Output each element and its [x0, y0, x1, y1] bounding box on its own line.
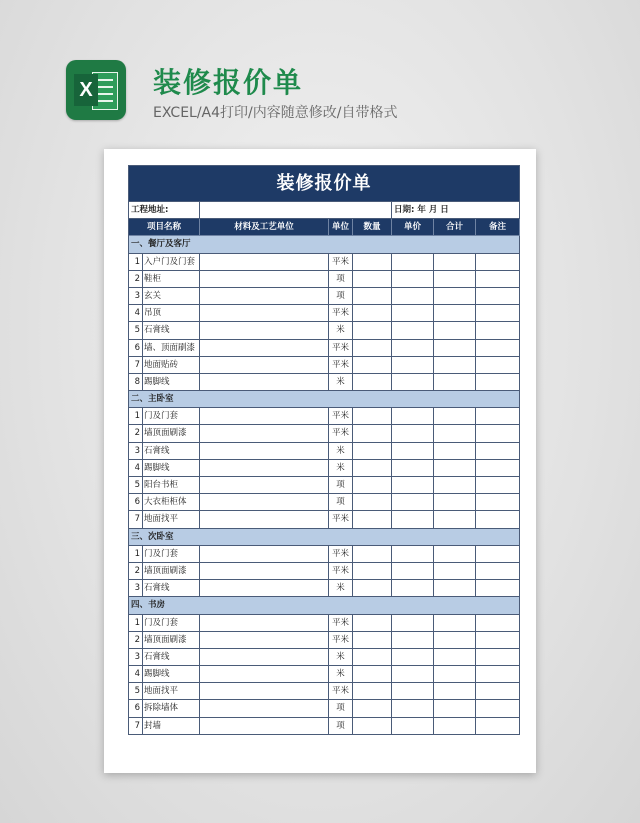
note-cell[interactable] — [476, 357, 520, 374]
item-name: 鞋柜 — [143, 271, 200, 288]
item-name: 地面贴砖 — [143, 357, 200, 374]
note-cell[interactable] — [476, 718, 520, 735]
item-name: 大衣柜柜体 — [143, 494, 200, 511]
note-cell[interactable] — [476, 271, 520, 288]
material-cell[interactable] — [200, 288, 329, 305]
qty-cell[interactable] — [353, 254, 392, 271]
table-row — [129, 288, 520, 305]
item-name: 入户门及门套 — [143, 254, 200, 271]
total-cell[interactable] — [434, 322, 476, 339]
page-subtitle: EXCEL/A4打印/内容随意修改/自带格式 — [153, 105, 398, 121]
unit-cell: 平米 — [329, 615, 353, 632]
price-cell[interactable] — [392, 615, 434, 632]
qty-cell[interactable] — [353, 563, 392, 580]
total-cell[interactable] — [434, 288, 476, 305]
material-cell[interactable] — [200, 494, 329, 511]
material-cell[interactable] — [200, 718, 329, 735]
total-cell[interactable] — [434, 615, 476, 632]
note-cell[interactable] — [476, 305, 520, 322]
col-note: 备注 — [476, 219, 520, 236]
total-cell[interactable] — [434, 425, 476, 442]
unit-cell: 项 — [329, 718, 353, 735]
unit-cell: 平米 — [329, 511, 353, 528]
unit-cell: 平米 — [329, 357, 353, 374]
item-name: 石膏线 — [143, 443, 200, 460]
total-cell[interactable] — [434, 511, 476, 528]
unit-cell: 米 — [329, 666, 353, 683]
price-cell[interactable] — [392, 408, 434, 425]
total-cell[interactable] — [434, 718, 476, 735]
price-cell[interactable] — [392, 700, 434, 717]
item-name: 门及门套 — [143, 546, 200, 563]
price-cell[interactable] — [392, 632, 434, 649]
material-cell[interactable] — [200, 305, 329, 322]
material-cell[interactable] — [200, 477, 329, 494]
note-cell[interactable] — [476, 425, 520, 442]
price-cell[interactable] — [392, 425, 434, 442]
item-name: 吊顶 — [143, 305, 200, 322]
col-item: 项目名称 — [129, 219, 200, 236]
material-cell[interactable] — [200, 322, 329, 339]
item-name: 玄关 — [143, 288, 200, 305]
table-row — [129, 425, 520, 442]
material-cell[interactable] — [200, 649, 329, 666]
total-cell[interactable] — [434, 580, 476, 597]
material-cell[interactable] — [200, 271, 329, 288]
table-row — [129, 408, 520, 425]
date-label: 日期: 年 月 日 — [392, 202, 520, 219]
unit-cell: 项 — [329, 494, 353, 511]
total-cell[interactable] — [434, 649, 476, 666]
price-cell[interactable] — [392, 666, 434, 683]
qty-cell[interactable] — [353, 494, 392, 511]
note-cell[interactable] — [476, 288, 520, 305]
row-number: 5 — [129, 322, 143, 339]
qty-cell[interactable] — [353, 357, 392, 374]
table-row — [129, 563, 520, 580]
note-cell[interactable] — [476, 563, 520, 580]
item-name: 拆除墙体 — [143, 700, 200, 717]
note-cell[interactable] — [476, 580, 520, 597]
material-cell[interactable] — [200, 357, 329, 374]
row-number: 8 — [129, 374, 143, 391]
total-cell[interactable] — [434, 460, 476, 477]
table-row — [129, 700, 520, 717]
item-name: 墙顶面刷漆 — [143, 563, 200, 580]
total-cell[interactable] — [434, 546, 476, 563]
note-cell[interactable] — [476, 374, 520, 391]
row-number: 5 — [129, 477, 143, 494]
row-number: 3 — [129, 580, 143, 597]
table-row — [129, 580, 520, 597]
item-name: 石膏线 — [143, 580, 200, 597]
qty-cell[interactable] — [353, 408, 392, 425]
qty-cell[interactable] — [353, 511, 392, 528]
material-cell[interactable] — [200, 683, 329, 700]
table-row — [129, 511, 520, 528]
price-cell[interactable] — [392, 271, 434, 288]
qty-cell[interactable] — [353, 271, 392, 288]
note-cell[interactable] — [476, 615, 520, 632]
item-name: 墙顶面刷漆 — [143, 425, 200, 442]
material-cell[interactable] — [200, 700, 329, 717]
row-number: 3 — [129, 288, 143, 305]
note-cell[interactable] — [476, 322, 520, 339]
row-number: 6 — [129, 700, 143, 717]
unit-cell: 米 — [329, 443, 353, 460]
unit-cell: 项 — [329, 271, 353, 288]
qty-cell[interactable] — [353, 425, 392, 442]
item-name: 地面找平 — [143, 511, 200, 528]
qty-cell[interactable] — [353, 322, 392, 339]
total-cell[interactable] — [434, 271, 476, 288]
row-number: 7 — [129, 511, 143, 528]
unit-cell: 平米 — [329, 254, 353, 271]
note-cell[interactable] — [476, 460, 520, 477]
row-number: 3 — [129, 443, 143, 460]
note-cell[interactable] — [476, 443, 520, 460]
qty-cell[interactable] — [353, 718, 392, 735]
material-cell[interactable] — [200, 408, 329, 425]
unit-cell: 平米 — [329, 563, 353, 580]
unit-cell: 平米 — [329, 632, 353, 649]
row-number: 2 — [129, 563, 143, 580]
qty-cell[interactable] — [353, 443, 392, 460]
table-row — [129, 666, 520, 683]
section-header-row — [129, 236, 520, 253]
section-header-row — [129, 391, 520, 408]
unit-cell: 米 — [329, 460, 353, 477]
table-row — [129, 649, 520, 666]
col-qty: 数量 — [353, 219, 392, 236]
column-header-row — [129, 219, 520, 236]
unit-cell: 米 — [329, 649, 353, 666]
table-row — [129, 460, 520, 477]
note-cell[interactable] — [476, 546, 520, 563]
material-cell[interactable] — [200, 666, 329, 683]
qty-cell[interactable] — [353, 649, 392, 666]
page-title: 装修报价单 — [153, 66, 304, 99]
address-value[interactable] — [200, 202, 392, 219]
total-cell[interactable] — [434, 700, 476, 717]
row-number: 5 — [129, 683, 143, 700]
note-cell[interactable] — [476, 649, 520, 666]
row-number: 2 — [129, 271, 143, 288]
table-row — [129, 340, 520, 357]
note-cell[interactable] — [476, 340, 520, 357]
table-row — [129, 615, 520, 632]
material-cell[interactable] — [200, 443, 329, 460]
qty-cell[interactable] — [353, 374, 392, 391]
price-cell[interactable] — [392, 563, 434, 580]
col-price: 单价 — [392, 219, 434, 236]
item-name: 门及门套 — [143, 408, 200, 425]
price-cell[interactable] — [392, 254, 434, 271]
material-cell[interactable] — [200, 546, 329, 563]
total-cell[interactable] — [434, 340, 476, 357]
note-cell[interactable] — [476, 511, 520, 528]
unit-cell: 平米 — [329, 546, 353, 563]
table-row — [129, 546, 520, 563]
price-cell[interactable] — [392, 340, 434, 357]
document-paper — [104, 149, 536, 773]
table-row — [129, 254, 520, 271]
total-cell[interactable] — [434, 494, 476, 511]
total-cell[interactable] — [434, 254, 476, 271]
unit-cell: 平米 — [329, 408, 353, 425]
total-cell[interactable] — [434, 683, 476, 700]
row-number: 3 — [129, 649, 143, 666]
unit-cell: 米 — [329, 580, 353, 597]
qty-cell[interactable] — [353, 305, 392, 322]
item-name: 封墙 — [143, 718, 200, 735]
unit-cell: 平米 — [329, 425, 353, 442]
note-cell[interactable] — [476, 666, 520, 683]
qty-cell[interactable] — [353, 340, 392, 357]
price-cell[interactable] — [392, 477, 434, 494]
note-cell[interactable] — [476, 632, 520, 649]
row-number: 1 — [129, 408, 143, 425]
price-cell[interactable] — [392, 580, 434, 597]
total-cell[interactable] — [434, 408, 476, 425]
table-row — [129, 305, 520, 322]
price-cell[interactable] — [392, 443, 434, 460]
row-number: 4 — [129, 666, 143, 683]
quote-table — [128, 165, 520, 735]
item-name: 门及门套 — [143, 615, 200, 632]
table-row — [129, 718, 520, 735]
row-number: 1 — [129, 615, 143, 632]
table-row — [129, 443, 520, 460]
section-header-row — [129, 597, 520, 614]
table-row — [129, 271, 520, 288]
total-cell[interactable] — [434, 477, 476, 494]
total-cell[interactable] — [434, 632, 476, 649]
section-title: 四、书房 — [129, 597, 520, 614]
note-cell[interactable] — [476, 683, 520, 700]
qty-cell[interactable] — [353, 683, 392, 700]
table-row — [129, 322, 520, 339]
material-cell[interactable] — [200, 460, 329, 477]
material-cell[interactable] — [200, 563, 329, 580]
table-row — [129, 683, 520, 700]
row-number: 4 — [129, 305, 143, 322]
item-name: 地面找平 — [143, 683, 200, 700]
address-label: 工程地址: — [129, 202, 200, 219]
row-number: 6 — [129, 494, 143, 511]
section-title: 一、餐厅及客厅 — [129, 236, 520, 253]
note-cell[interactable] — [476, 700, 520, 717]
section-title: 三、次卧室 — [129, 529, 520, 546]
qty-cell[interactable] — [353, 700, 392, 717]
price-cell[interactable] — [392, 288, 434, 305]
material-cell[interactable] — [200, 615, 329, 632]
note-cell[interactable] — [476, 408, 520, 425]
item-name: 墙顶面刷漆 — [143, 632, 200, 649]
item-name: 踢脚线 — [143, 666, 200, 683]
table-row — [129, 632, 520, 649]
qty-cell[interactable] — [353, 288, 392, 305]
note-cell[interactable] — [476, 477, 520, 494]
material-cell[interactable] — [200, 340, 329, 357]
price-cell[interactable] — [392, 374, 434, 391]
price-cell[interactable] — [392, 305, 434, 322]
item-name: 阳台书柜 — [143, 477, 200, 494]
qty-cell[interactable] — [353, 666, 392, 683]
material-cell[interactable] — [200, 511, 329, 528]
item-name: 石膏线 — [143, 322, 200, 339]
row-number: 1 — [129, 254, 143, 271]
price-cell[interactable] — [392, 649, 434, 666]
total-cell[interactable] — [434, 563, 476, 580]
row-number: 1 — [129, 546, 143, 563]
price-cell[interactable] — [392, 494, 434, 511]
material-cell[interactable] — [200, 425, 329, 442]
note-cell[interactable] — [476, 254, 520, 271]
row-number: 2 — [129, 425, 143, 442]
qty-cell[interactable] — [353, 615, 392, 632]
col-material: 材料及工艺单位 — [200, 219, 329, 236]
qty-cell[interactable] — [353, 477, 392, 494]
table-row — [129, 477, 520, 494]
price-cell[interactable] — [392, 322, 434, 339]
price-cell[interactable] — [392, 460, 434, 477]
total-cell[interactable] — [434, 374, 476, 391]
row-number: 4 — [129, 460, 143, 477]
qty-cell[interactable] — [353, 632, 392, 649]
row-number: 7 — [129, 357, 143, 374]
table-row — [129, 357, 520, 374]
qty-cell[interactable] — [353, 580, 392, 597]
unit-cell: 平米 — [329, 683, 353, 700]
unit-cell: 米 — [329, 374, 353, 391]
material-cell[interactable] — [200, 374, 329, 391]
item-name: 石膏线 — [143, 649, 200, 666]
qty-cell[interactable] — [353, 460, 392, 477]
price-cell[interactable] — [392, 357, 434, 374]
unit-cell: 项 — [329, 288, 353, 305]
item-name: 墙、顶面刷漆 — [143, 340, 200, 357]
price-cell[interactable] — [392, 718, 434, 735]
price-cell[interactable] — [392, 511, 434, 528]
sheet-title: 装修报价单 — [129, 166, 520, 202]
row-number: 2 — [129, 632, 143, 649]
section-header-row — [129, 529, 520, 546]
item-name: 踢脚线 — [143, 374, 200, 391]
material-cell[interactable] — [200, 580, 329, 597]
table-row — [129, 494, 520, 511]
material-cell[interactable] — [200, 632, 329, 649]
total-cell[interactable] — [434, 357, 476, 374]
price-cell[interactable] — [392, 683, 434, 700]
info-row — [129, 202, 520, 219]
unit-cell: 米 — [329, 322, 353, 339]
unit-cell: 平米 — [329, 340, 353, 357]
col-total: 合计 — [434, 219, 476, 236]
col-unit: 单位 — [329, 219, 353, 236]
row-number: 6 — [129, 340, 143, 357]
total-cell[interactable] — [434, 305, 476, 322]
material-cell[interactable] — [200, 254, 329, 271]
row-number: 7 — [129, 718, 143, 735]
unit-cell: 项 — [329, 700, 353, 717]
excel-app-icon — [66, 60, 126, 120]
table-row — [129, 374, 520, 391]
unit-cell: 项 — [329, 477, 353, 494]
note-cell[interactable] — [476, 494, 520, 511]
qty-cell[interactable] — [353, 546, 392, 563]
total-cell[interactable] — [434, 666, 476, 683]
unit-cell: 平米 — [329, 305, 353, 322]
total-cell[interactable] — [434, 443, 476, 460]
price-cell[interactable] — [392, 546, 434, 563]
section-title: 二、主卧室 — [129, 391, 520, 408]
item-name: 踢脚线 — [143, 460, 200, 477]
excel-letter: X — [74, 74, 98, 106]
